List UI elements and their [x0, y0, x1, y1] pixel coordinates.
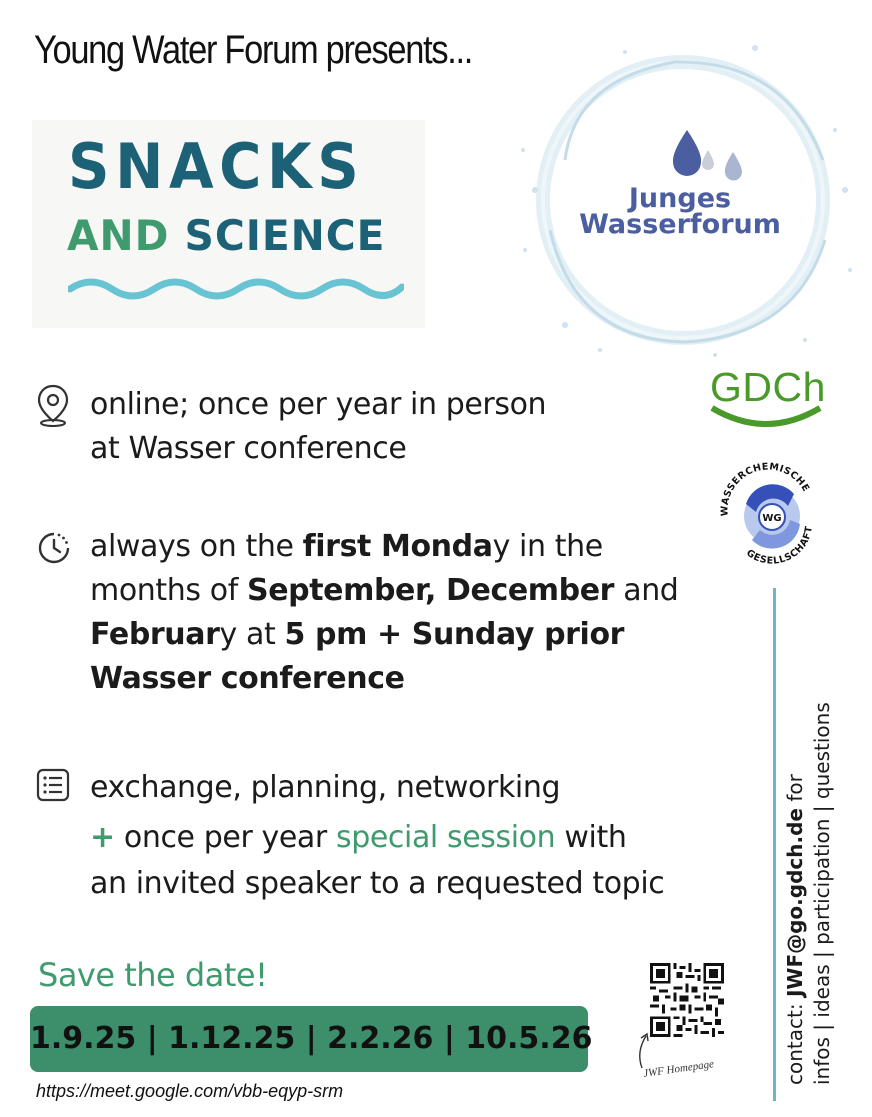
list-icon — [36, 768, 70, 802]
program-l2c: with — [555, 820, 627, 855]
location-line1: online; once per year in person — [90, 387, 547, 422]
schedule-text — [90, 525, 678, 701]
contact-prefix: contact: — [783, 997, 807, 1085]
contact-suffix: for — [783, 774, 807, 809]
logo-science-word: SCIENCE — [184, 211, 386, 260]
schedule-line3 — [90, 613, 678, 657]
program-text — [90, 815, 664, 907]
schedule-prior: y prior — [514, 617, 625, 652]
plus-sign: + — [90, 820, 115, 855]
gdch-logo — [706, 366, 826, 432]
qr-code-image[interactable] — [650, 963, 724, 1037]
jwf-logo-text — [560, 183, 800, 240]
schedule-months: September, December — [247, 573, 615, 608]
wasserchemische-gesellschaft-logo — [712, 454, 824, 574]
wave-icon — [68, 277, 404, 301]
dates-text: 1.9.25 | 1.12.25 | 2.2.26 | 10.5.26 — [30, 1021, 593, 1056]
location-pin-icon — [36, 383, 70, 427]
save-the-date-heading: Save the date! — [38, 956, 268, 994]
contact-line1 — [782, 702, 809, 1085]
schedule-line4: Wasser conference — [90, 661, 405, 696]
gdch-logo-text: GDCh — [710, 364, 826, 410]
wg-center-text: WG — [762, 513, 782, 524]
jwf-line1: Junges — [628, 183, 732, 214]
vertical-divider — [773, 588, 776, 1101]
schedule-february: Februar — [90, 617, 220, 652]
location-text — [90, 383, 546, 471]
wg-bottom-text: GESELLSCHAFT — [744, 525, 816, 567]
contact-line2: infos | ideas | participation | questions — [810, 702, 834, 1085]
special-session: special session — [335, 820, 556, 855]
logo-and-word: AND — [67, 211, 170, 260]
schedule-l1c: y in the — [492, 529, 603, 564]
logo-and-science-line — [67, 211, 385, 260]
program-line2 — [90, 815, 664, 861]
schedule-first-monday: first Monda — [302, 529, 493, 564]
schedule-time: 5 pm + Sunda — [284, 617, 515, 652]
contact-email[interactable]: JWF@go.gdch.de — [783, 808, 807, 998]
wg-top-text: WASSERCHEMISCHE — [719, 461, 812, 517]
schedule-l3b: y at — [219, 617, 285, 652]
program-line1: exchange, planning, networking — [90, 770, 561, 805]
contact-info — [782, 702, 836, 1085]
logo-snacks-word: SNACKS — [68, 130, 365, 203]
program-l2a: once per year — [114, 820, 336, 855]
schedule-line2 — [90, 569, 678, 613]
arrow-icon — [634, 1030, 654, 1070]
qr-label: JWF Homepage — [642, 1058, 715, 1080]
jwf-line2: Wasserforum — [579, 209, 781, 240]
schedule-l2a: months of — [90, 573, 247, 608]
schedule-l2c: and — [614, 573, 679, 608]
clock-icon — [36, 530, 72, 566]
location-line2: at Wasser conference — [90, 431, 407, 466]
schedule-line1 — [90, 525, 678, 569]
meeting-link[interactable]: https://meet.google.com/vbb-eqyp-srm — [36, 1081, 344, 1101]
page-title: Young Water Forum presents... — [34, 28, 473, 72]
schedule-l1a: always on the — [90, 529, 303, 564]
program-line3: an invited speaker to a requested topic — [90, 866, 665, 901]
